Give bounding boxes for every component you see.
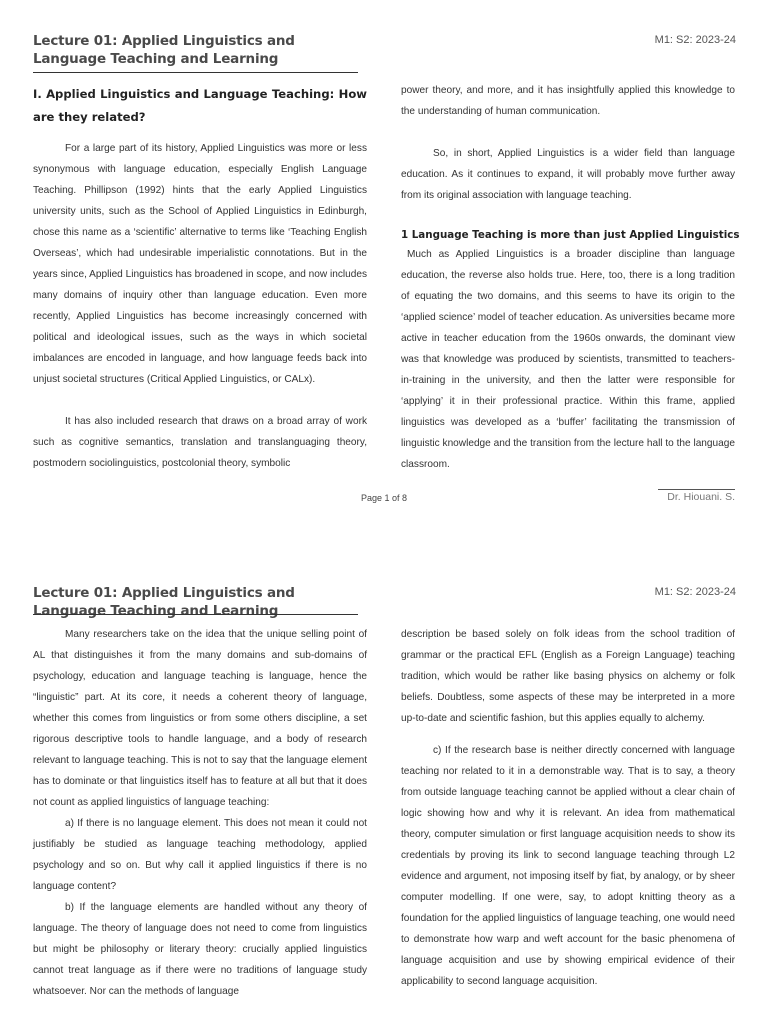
section-heading: I. Applied Linguistics and Language Teaching: How are they related? bbox=[33, 87, 367, 124]
lecture-title: Lecture 01: Applied Linguistics and Language Teaching and Learning bbox=[33, 33, 295, 67]
document-page-2 bbox=[0, 552, 768, 1024]
paragraph: For a large part of its history, Applied Linguistics was more or less synonymous with language education, especially English Language Teaching. Phillipson (1992) hints that the early Applied Linguistics university units, such as the School of Applied Linguistics in Edinburgh, chose this name as a ‘scientific’ alternative to terms like ‘Teaching English Overseas’, which had undesirable imperialistic connotations. But in the years since, Applied Linguistics has broadened in scope, and now includes many domains of inquiry other than language education. Even more recently, Applied Linguistics has become increasingly concerned with political and ideological issues, such as the ways in which societal imbalances are encoded in language, and how language feeds back into unjust societal structures (Critical Applied Linguistics, or CALx). bbox=[33, 143, 367, 385]
paragraph: c) If the research base is neither directly concerned with language teaching nor related to it in a demonstrable way. That is to say, a theory from outside language teaching cannot be applied without a clear chain of logic showing how and why it is relevant. An idea from mathematical theory, computer simulation or first language acquisition needs to show its credentials by proving its link to second language teaching through L2 evidence and argument, not imposing itself by fiat, by analogy, or by sheer computer modelling. If one were, say, to adopt knitting theory as a foundation for the applied linguistics of language teaching, one would need to demonstrate how warp and weft account for the basic phenomena of language acquisition and use by showing empirical evidence of their applicability to second language acquisition. bbox=[401, 745, 735, 987]
right-column bbox=[401, 624, 735, 992]
page-number: Page 1 of 8 bbox=[360, 493, 408, 503]
page-gap bbox=[0, 528, 768, 552]
footer-rule bbox=[658, 489, 735, 490]
header-rule bbox=[33, 72, 358, 73]
paragraph: description be based solely on folk ideas from the school tradition of grammar or the practical EFL (English as a Foreign Language) teaching tradition, which would be rather like basing physics on alchemy or folk beliefs. Doubtless, some aspects of these may be interpreted in a more up-to-date and scientific fashion, but this applies equally to alchemy. bbox=[401, 629, 735, 724]
paragraph: a) If there is no language element. This does not mean it could not justifiably be studied as language teaching methodology, applied psychology and so on. But why call it applied linguistics if there is no language content? bbox=[33, 818, 367, 892]
semester-label: M1: S2: 2023-24 bbox=[654, 34, 736, 46]
right-column bbox=[401, 80, 740, 475]
paragraph: b) If the language elements are handled without any theory of language. The theory of language does not need to come from linguistics but might be philosophy or literary theory: crucially applied linguistics cannot treat language as if there were no traditions of language study whatsoever. Nor can the methods of language bbox=[33, 902, 367, 997]
paragraph: power theory, and more, and it has insightfully applied this knowledge to the understanding of human communication. bbox=[401, 85, 735, 117]
lecture-title: Lecture 01: Applied Linguistics and Language Teaching and Learning bbox=[33, 585, 295, 619]
paragraph: It has also included research that draws on a broad array of work such as cognitive semantics, translation and translanguaging theory, postmodern sociolinguistics, postcolonial theory, symbolic bbox=[33, 416, 367, 469]
semester-label: M1: S2: 2023-24 bbox=[654, 586, 736, 598]
paragraph: Much as Applied Linguistics is a broader discipline than language education, the reverse also holds true. Here, too, there is a long tradition of equating the two domains, and this seems to have its origin to the ‘applied science’ model of teacher education. As universities became more active in teacher education from the 1960s onwards, the dominant view was that knowledge was produced by scientists, transmitted to teachers-in-training in the university, and then the latter were responsible for ‘applying’ it in their professional practice. Within this frame, applied linguistics was developed as a ‘buffer’ facilitating the transmission of linguistic knowledge and the transition from the lecture hall to the language classroom. bbox=[401, 249, 735, 470]
header-rule bbox=[33, 614, 358, 615]
left-column bbox=[33, 624, 367, 1002]
subsection-heading: 1 Language Teaching is more than just Applied Linguistics bbox=[401, 229, 740, 241]
paragraph: So, in short, Applied Linguistics is a wider field than language education. As it continues to expand, it will probably move further away from its original association with language teaching. bbox=[401, 148, 735, 201]
author-name: Dr. Hiouani. S. bbox=[667, 491, 735, 503]
left-column bbox=[33, 83, 367, 474]
paragraph: Many researchers take on the idea that the unique selling point of AL that distinguishes it from the many domains and sub-domains of psychology, education and language teaching is language, hence the “linguistic” part. At its core, it needs a coherent theory of language, whether this comes from linguistics or from some others discipline, a set rigorous descriptive tools to handle language, and a body of research relevant to language teaching. This is not to say that the language element has to dominate or that linguistics itself has to feature at all but that it does not count as applied linguistics of language teaching: bbox=[33, 629, 367, 808]
